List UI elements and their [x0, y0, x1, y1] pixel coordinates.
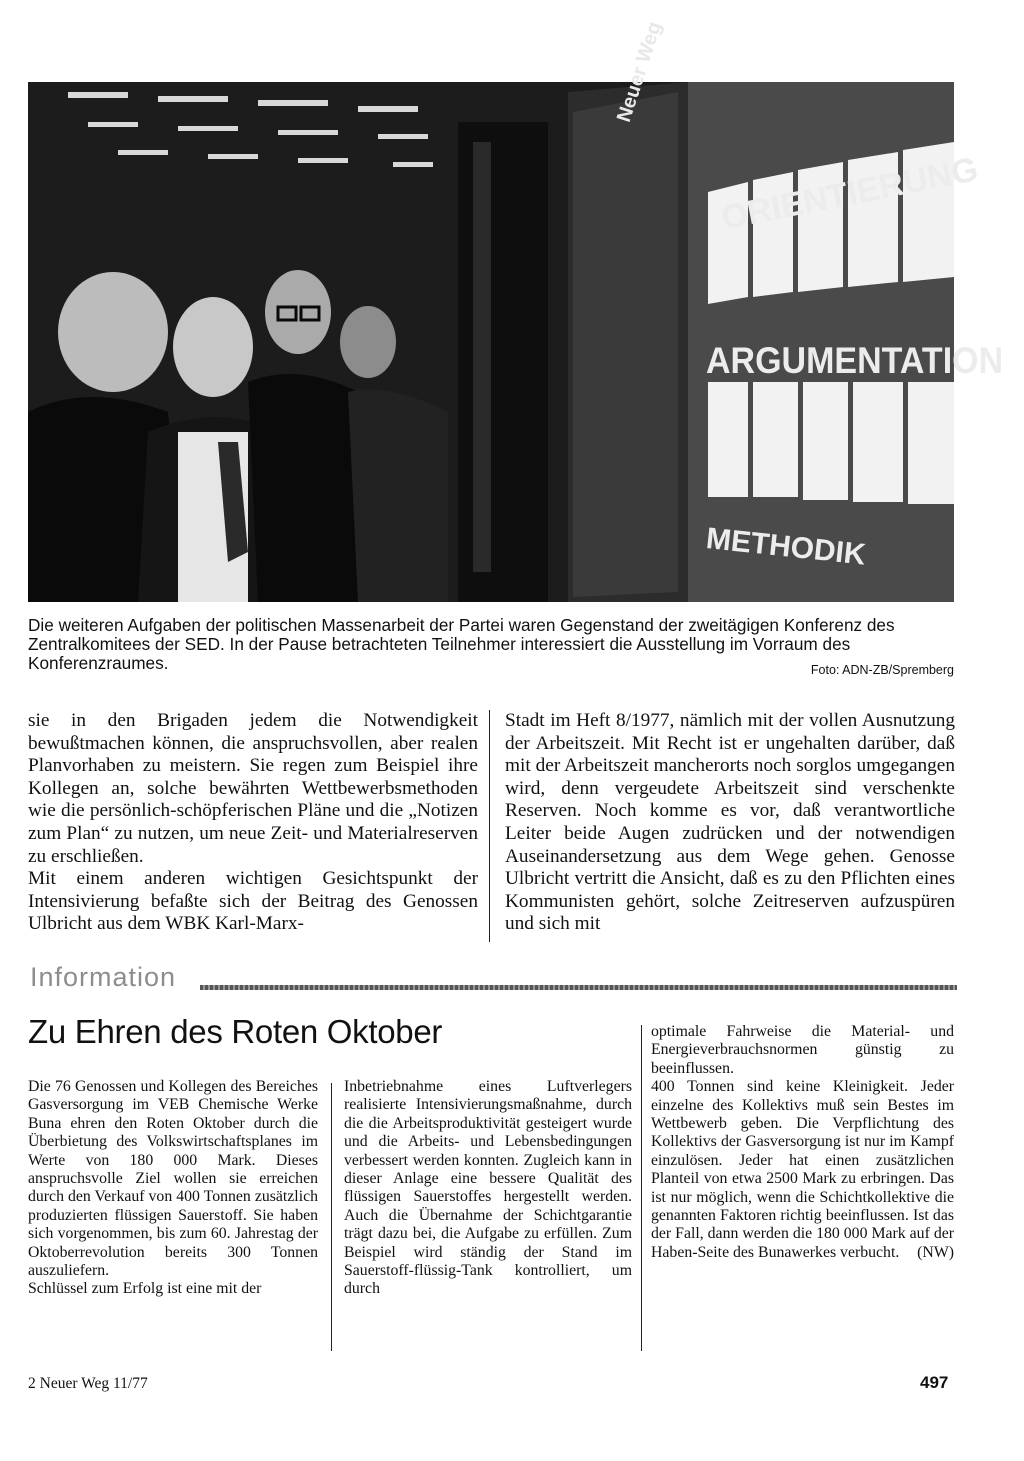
info-column-3: [651, 1023, 954, 1262]
article-paragraph: Stadt im Heft 8/1977, nämlich mit der vollen Ausnutzung der Arbeitszeit. Mit Recht ist er ungehalten darüber, daß mit der Arbeitszeit mancherorts noch sorglos umgegangen wird, denn vergeudete Arbeitszeit sind verschenkte Reserven. Noch komme es vor, daß verantwortliche Leiter beide Augen zudrücken und der notwendigen Auseinandersetzung aus dem Wege gehen. Genosse Ulbricht vertritt die Ansicht, daß es zu den Pflichten eines Kommunisten gehört, solche Zeitreserven aufzuspüren und sich mit: [505, 710, 955, 935]
info-paragraph: 400 Tonnen sind keine Kleinigkeit. Jeder einzelne des Kollektivs muß sein Bestes im Wettbewerb geben. Die Verpflichtung des Kollektivs der Gasversorgung ist nur im Kampf einzulösen. Jeder hat einen zusätzlichen Planteil von etwa 2500 Mark zu erbringen. Das ist nur möglich, wenn die Schichtkollektive die genannten Faktoren richtig beeinflussen. Ist das der Fall, dann werden die 180 000 Mark auf der Haben-Seite des Bunawerkes verbucht.: [651, 1078, 954, 1261]
column-divider: [641, 1025, 642, 1351]
info-paragraph: Schlüssel zum Erfolg ist eine mit der: [28, 1280, 262, 1298]
board-label-methodik: METHODIK: [704, 522, 868, 572]
article-column-right: [505, 710, 955, 936]
info-column-2: [344, 1078, 632, 1299]
article-paragraph: sie in den Brigaden jedem die Notwendigkeit bewußtmachen können, die anspruchsvollen, aber realen Planvorhaben zu meistern. Sie regen zum Beispiel ihre Kollegen an, solche bewährten Wettbewerbsmethoden wie die persönlich-schöpferischen Pläne und die „Notizen zum Plan“ zu nutzen, um neue Zeit- und Materialreserven zu erschließen.: [28, 710, 478, 867]
page-number: 497: [920, 1373, 949, 1392]
footer-issue: 2 Neuer Weg 11/77: [28, 1375, 148, 1392]
article-headline: Zu Ehren des Roten Oktober: [28, 1013, 443, 1050]
photo-caption: Die weiteren Aufgaben der politischen Massenarbeit der Partei waren Gegenstand der zweitägigen Konferenz des Zentralkomitees der SED. In der Pause betrachteten Teilnehmer interessiert die Ausstellung im Vorraum des Konferenzraumes.: [28, 615, 895, 673]
info-paragraph: optimale Fahrweise die Material- und Energieverbrauchsnormen günstig zu beeinflussen.: [651, 1023, 954, 1077]
board-label-argumentation: ARGUMENTATION: [706, 340, 1004, 382]
board-label-neuer-weg: Neuer Weg: [613, 18, 667, 125]
info-paragraph: Inbetriebnahme eines Luftverlegers realisierte Intensivierungsmaßnahme, durch die die Arbeitsproduktivität gesteigert wurde und die Arbeits- und Lebensbedingungen verbessert werden konnten. Zugleich kann in dieser Anlage eine bessere Qualität des flüssigen Sauerstoffes hergestellt werden. Auch die Übernahme der Schichtgarantie trägt dazu bei, die Aufgabe zu erfüllen. Zum Beispiel wird ständig der Stand im Sauerstoff-flüssig-Tank kontrolliert, um durch: [344, 1078, 632, 1298]
author-signature: (NW): [917, 1243, 954, 1261]
article-paragraph: Mit einem anderen wichtigen Gesichtspunkt der Intensivierung befaßte sich der Beitrag des Genossen Ulbricht aus dem WBK Karl-Marx-: [28, 868, 478, 935]
conference-photo: [28, 18, 1004, 602]
article-column-left: [28, 710, 478, 936]
column-divider: [331, 1083, 332, 1351]
info-column-1: [28, 1078, 318, 1299]
section-rule: [200, 985, 957, 990]
photo-credit: Foto: ADN-ZB/Spremberg: [810, 663, 954, 677]
column-divider: [489, 710, 490, 942]
info-paragraph: Die 76 Genossen und Kollegen des Bereiches Gasversorgung im VEB Chemische Werke Buna ehren den Roten Oktober durch die Überbietung des Volkswirtschaftsplanes im Werte von 180 000 Mark. Dieses anspruchsvolle Ziel wollen sie erreichen durch den Verkauf von 400 Tonnen zusätzlich produzierten flüssigen Sauerstoff. Sie haben sich vorgenommen, bis zum 60. Jahrestag der Oktoberrevolution bereits 300 Tonnen auszuliefern.: [28, 1078, 318, 1280]
board-label-orientierung: ORIENTIERUNG: [718, 150, 982, 238]
section-label: Information: [30, 962, 177, 992]
